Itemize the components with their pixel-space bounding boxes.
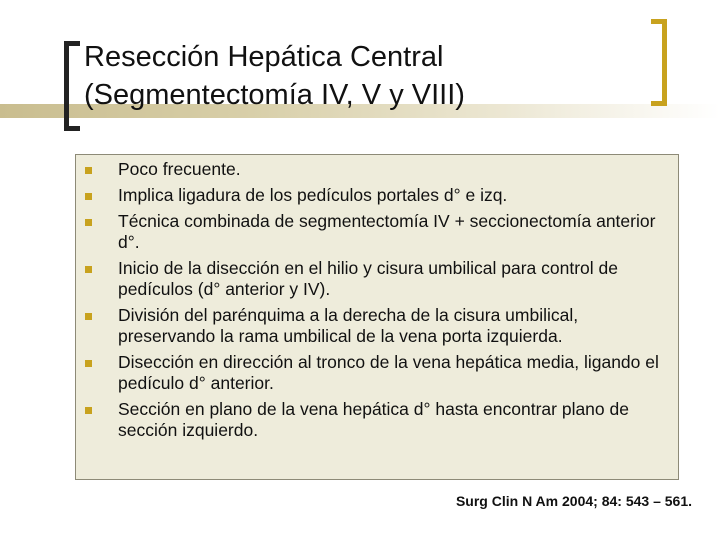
slide-title-line-2: (Segmentectomía IV, V y VIII) [84,79,465,111]
bullet-text: Poco frecuente. [118,159,241,179]
square-bullet-icon [85,407,92,414]
bullet-item [76,352,678,394]
bullet-item [76,211,678,253]
square-bullet-icon [85,167,92,174]
square-bullet-icon [85,219,92,226]
bullet-text: Técnica combinada de segmentectomía IV + seccionectomía anterior d°. [118,211,656,252]
slide-title [84,38,644,114]
bullet-item [76,159,678,180]
bullet-text: Sección en plano de la vena hepática d° hasta encontrar plano de sección izquierdo. [118,399,629,440]
square-bullet-icon [85,193,92,200]
bullet-item [76,305,678,347]
left-bracket-decoration [64,41,80,131]
content-box [75,154,679,480]
bullet-text: División del parénquima a la derecha de la cisura umbilical, preservando la rama umbilical de la vena porta izquierda. [118,305,579,346]
square-bullet-icon [85,266,92,273]
right-bracket-decoration [651,19,667,106]
bullet-list [76,159,678,446]
bullet-text: Disección en dirección al tronco de la vena hepática media, ligando el pedículo d° anterior. [118,352,659,393]
bullet-item [76,399,678,441]
bullet-text: Implica ligadura de los pedículos portales d° e izq. [118,185,508,205]
bullet-text: Inicio de la disección en el hilio y cisura umbilical para control de pedículos (d° anterior y IV). [118,258,618,299]
square-bullet-icon [85,313,92,320]
slide-title-line-1: Resección Hepática Central [84,41,444,73]
square-bullet-icon [85,360,92,367]
bullet-item [76,185,678,206]
bullet-item [76,258,678,300]
citation-reference: Surg Clin N Am 2004; 84: 543 – 561. [455,493,692,509]
